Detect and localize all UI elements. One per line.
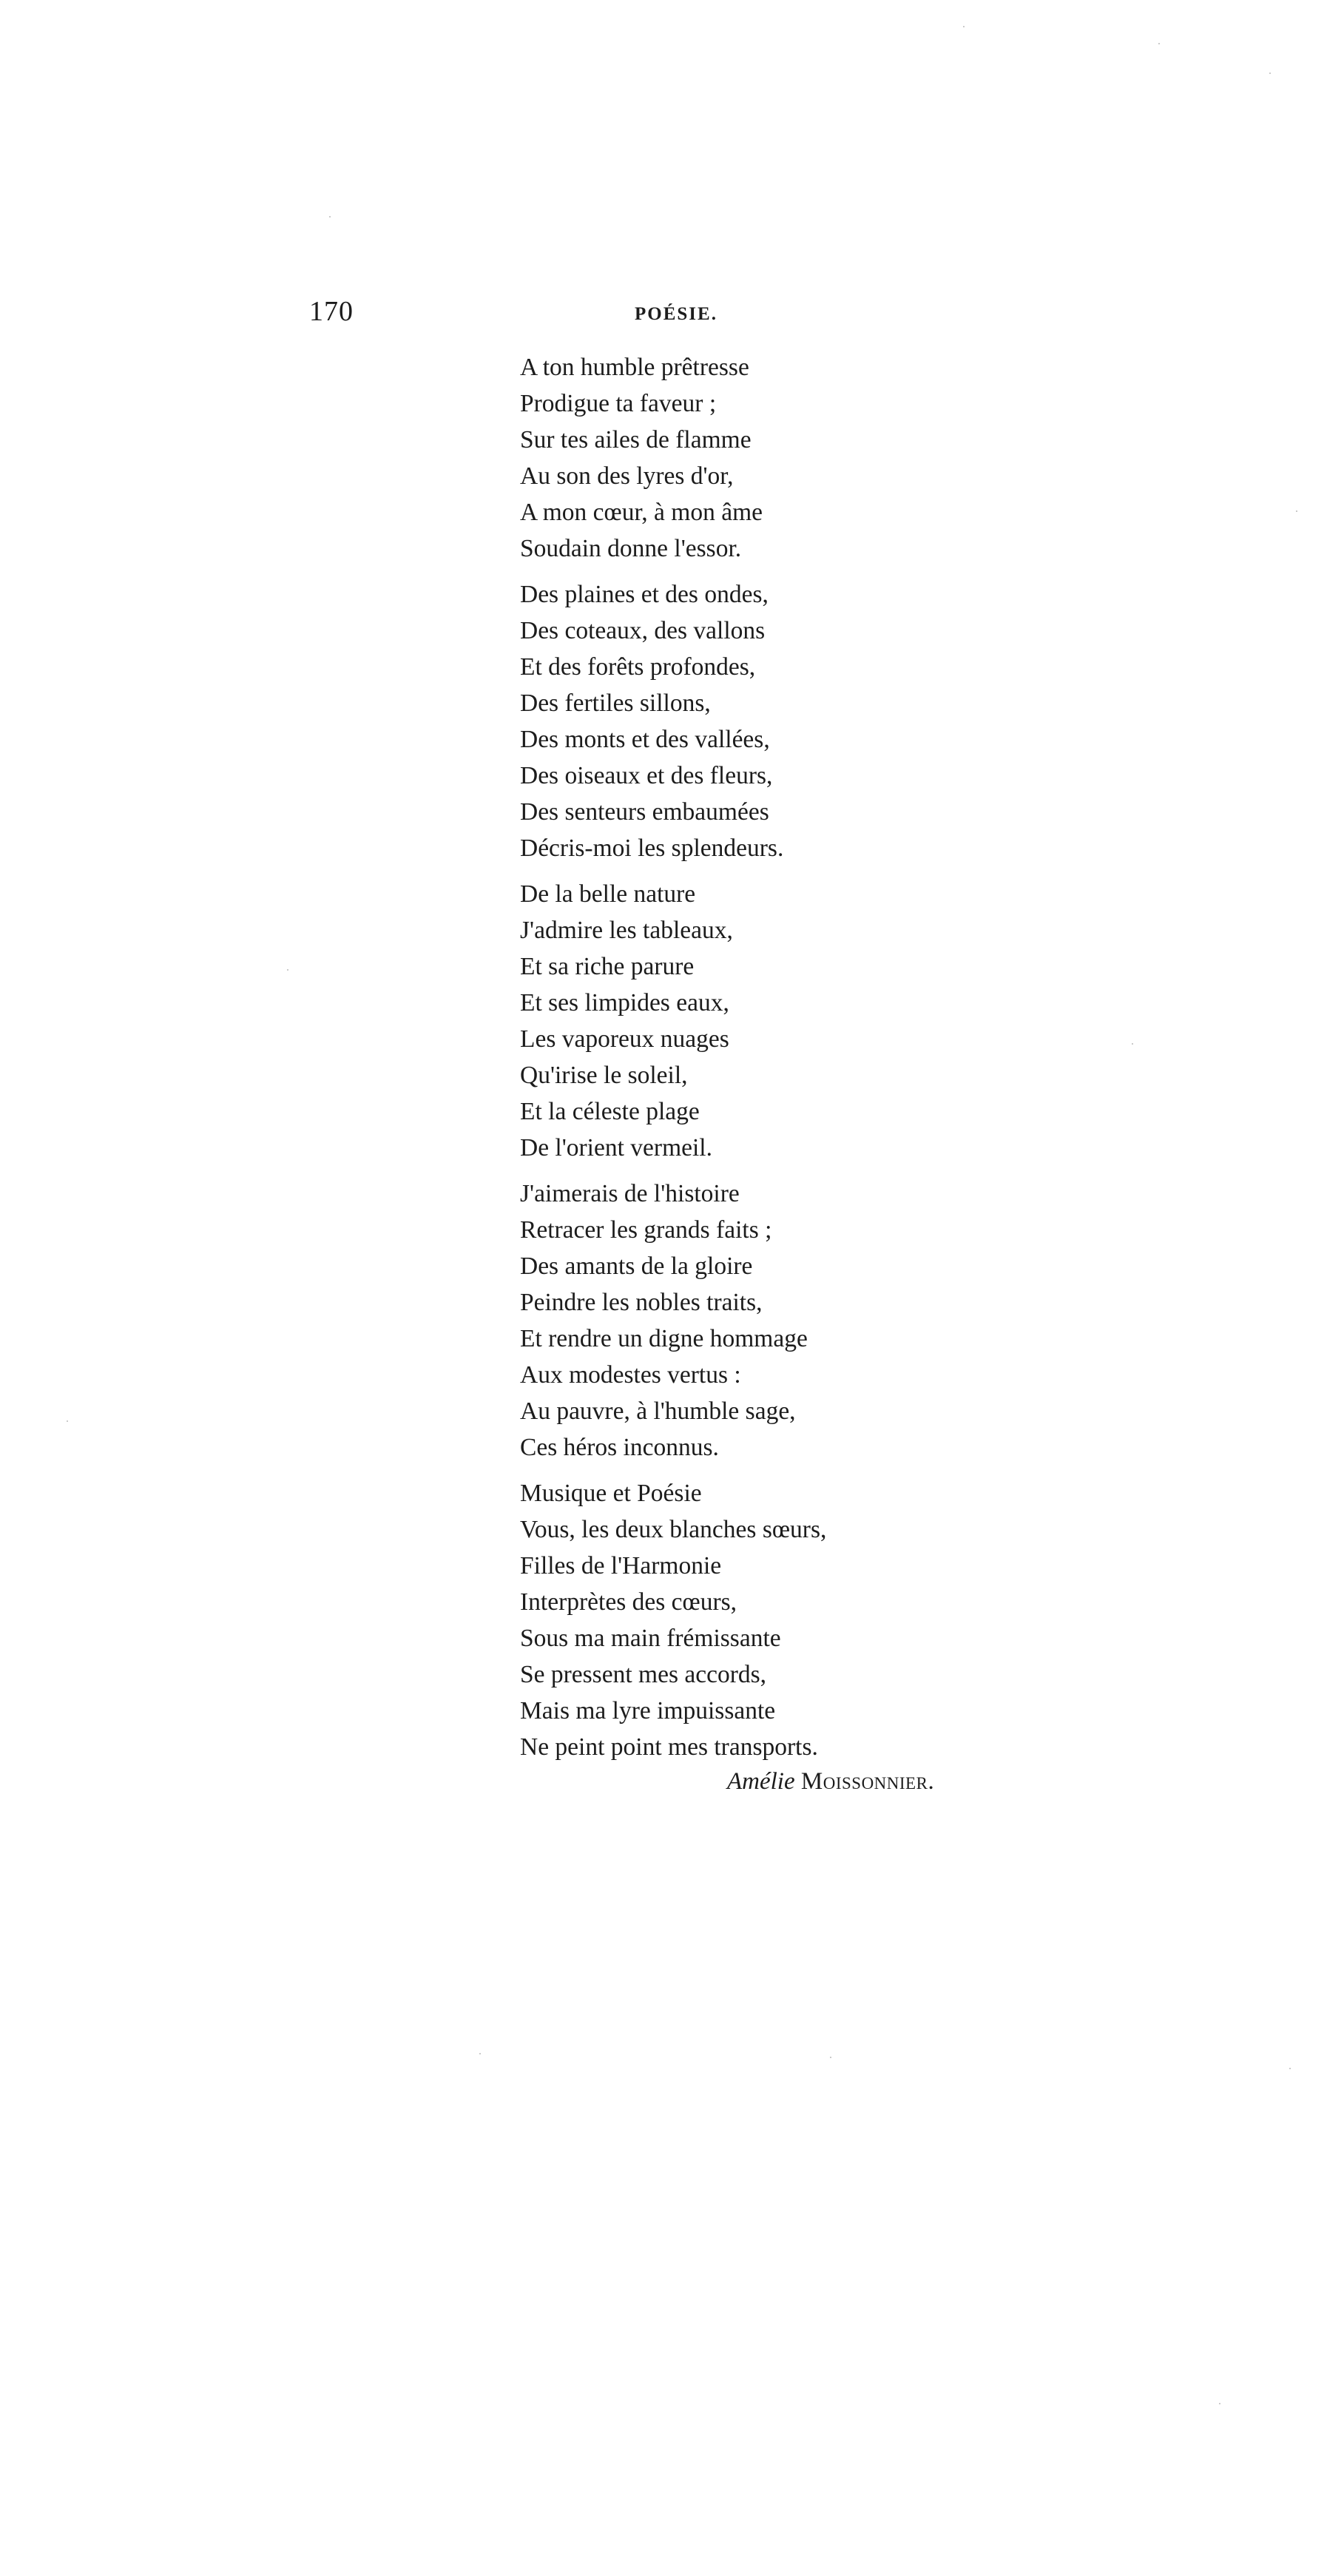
paper-speck xyxy=(1296,510,1297,512)
paper-speck xyxy=(479,2053,481,2054)
poem xyxy=(520,349,1038,1775)
author-signature xyxy=(727,1770,934,1794)
verse-line: Des senteurs embaumées xyxy=(520,798,769,826)
verse-line: Des amants de la gloire xyxy=(520,1252,753,1280)
verse-line: Soudain donne l'essor. xyxy=(520,535,742,562)
stanza-2 xyxy=(520,576,1038,866)
paper-speck xyxy=(830,2057,831,2058)
verse-line: Prodigue ta faveur ; xyxy=(520,390,717,417)
verse-line: A ton humble prêtresse xyxy=(520,354,749,381)
running-head: POÉSIE. xyxy=(635,304,717,324)
verse-line: Sous ma main frémissante xyxy=(520,1625,781,1652)
paper-speck xyxy=(329,216,331,218)
verse-line: Des fertiles sillons, xyxy=(520,689,711,717)
stanza-5 xyxy=(520,1475,1038,1765)
verse-line: De la belle nature xyxy=(520,880,696,908)
paper-speck xyxy=(67,1420,68,1422)
verse-line: Aux modestes vertus : xyxy=(520,1361,741,1389)
author-first-name: Amélie xyxy=(727,1768,795,1795)
verse-line: Et sa riche parure xyxy=(520,953,695,980)
verse-line: Au pauvre, à l'humble sage, xyxy=(520,1397,796,1425)
stanza-4 xyxy=(520,1176,1038,1466)
verse-line: Et la céleste plage xyxy=(520,1098,700,1125)
paper-speck xyxy=(287,969,288,971)
paper-speck xyxy=(1219,2403,1220,2404)
verse-line: Peindre les nobles traits, xyxy=(520,1289,763,1316)
paper-speck xyxy=(963,26,965,27)
verse-line: Vous, les deux blanches sœurs, xyxy=(520,1516,827,1543)
verse-line: Des plaines et des ondes, xyxy=(520,581,769,608)
verse-line: Musique et Poésie xyxy=(520,1480,702,1507)
verse-line: Sur tes ailes de flamme xyxy=(520,426,752,454)
verse-line: Retracer les grands faits ; xyxy=(520,1216,772,1244)
verse-line: Les vaporeux nuages xyxy=(520,1025,729,1053)
author-surname: Moissonnier. xyxy=(800,1768,935,1795)
verse-line: Ne peint point mes transports. xyxy=(520,1733,818,1761)
verse-line: A mon cœur, à mon âme xyxy=(520,499,763,526)
verse-line: Décris-moi les splendeurs. xyxy=(520,834,784,862)
verse-line: J'aimerais de l'histoire xyxy=(520,1180,740,1207)
verse-line: Interprètes des cœurs, xyxy=(520,1588,737,1616)
paper-speck xyxy=(1158,43,1160,44)
verse-line: Mais ma lyre impuissante xyxy=(520,1697,776,1724)
verse-line: Des oiseaux et des fleurs, xyxy=(520,762,773,789)
verse-line: J'admire les tableaux, xyxy=(520,917,733,944)
stanza-1 xyxy=(520,349,1038,567)
verse-line: Au son des lyres d'or, xyxy=(520,462,734,490)
verse-line: Et rendre un digne hommage xyxy=(520,1325,808,1352)
stanza-3 xyxy=(520,876,1038,1166)
paper-speck xyxy=(1289,2068,1291,2069)
verse-line: Ces héros inconnus. xyxy=(520,1434,719,1461)
paper-speck xyxy=(1269,73,1271,74)
verse-line: Des coteaux, des vallons xyxy=(520,617,766,644)
verse-line: Et ses limpides eaux, xyxy=(520,989,729,1016)
verse-line: Et des forêts profondes, xyxy=(520,653,756,681)
verse-line: Se pressent mes accords, xyxy=(520,1661,767,1688)
paper-speck xyxy=(1132,1043,1133,1045)
verse-line: Qu'irise le soleil, xyxy=(520,1062,688,1089)
page-number: 170 xyxy=(309,296,354,327)
verse-line: Des monts et des vallées, xyxy=(520,726,770,753)
verse-line: Filles de l'Harmonie xyxy=(520,1552,722,1579)
verse-line: De l'orient vermeil. xyxy=(520,1134,712,1161)
